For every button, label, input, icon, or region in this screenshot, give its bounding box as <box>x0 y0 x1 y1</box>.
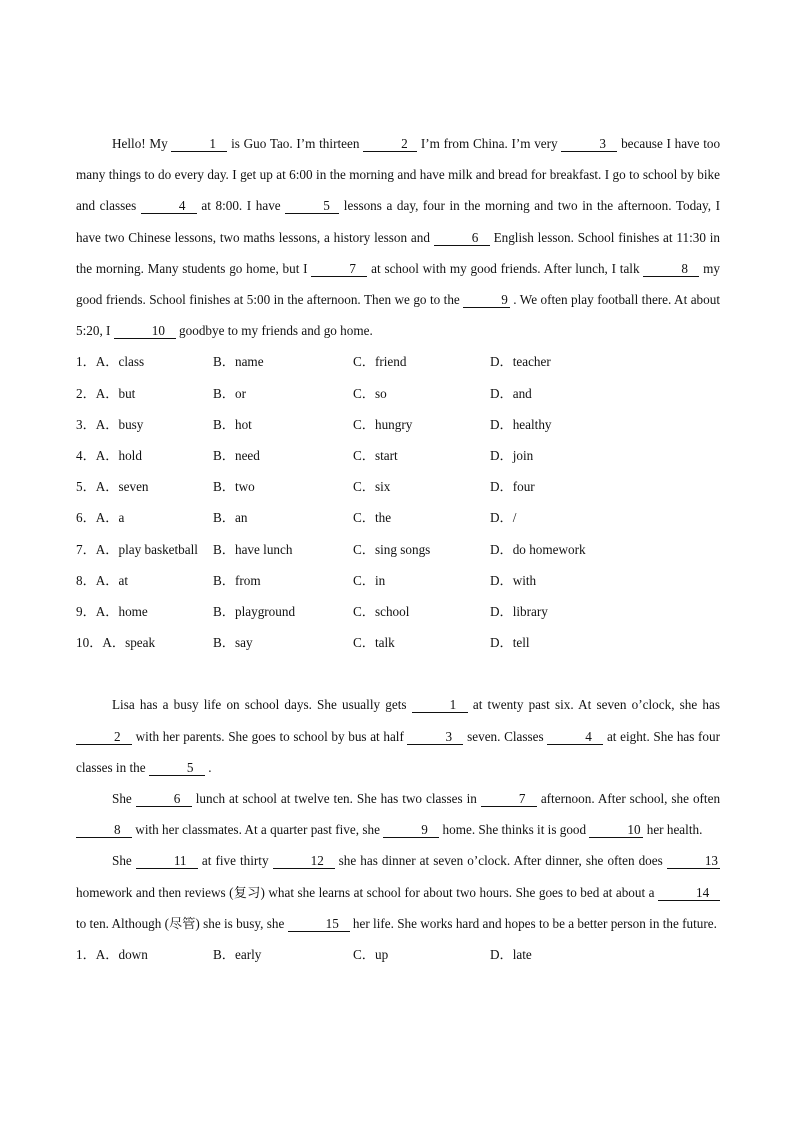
option-d: D．and <box>490 385 532 401</box>
passage-text: afternoon. After school, she often <box>540 790 721 806</box>
blank-8: 8 <box>643 261 699 277</box>
option-c: C．so <box>353 385 387 401</box>
blank-15: 15 <box>288 916 350 932</box>
blank-2: 2 <box>363 136 417 152</box>
option-c: C．school <box>353 603 410 619</box>
option-b: B．need <box>213 447 260 463</box>
option-d: D．healthy <box>490 416 552 432</box>
passage-text: . <box>208 759 212 775</box>
blank-9: 9 <box>383 822 439 838</box>
option-b: B．from <box>213 572 261 588</box>
options-1 <box>76 346 720 658</box>
question-row <box>76 939 720 970</box>
blank-3: 3 <box>561 136 617 152</box>
passage-text: at five thirty <box>201 853 273 869</box>
blank-6: 6 <box>434 230 490 246</box>
blank-7: 7 <box>481 791 537 807</box>
option-d: D．tell <box>490 635 530 651</box>
blank-5: 5 <box>149 760 205 776</box>
passage-text: . We often play football there. At about 5:20, I <box>76 292 720 339</box>
blank-3: 3 <box>407 729 463 745</box>
option-a: A．but <box>95 385 136 401</box>
option-c: C．up <box>353 946 389 962</box>
question-number: 4． <box>76 447 96 463</box>
option-c: C．hungry <box>353 416 413 432</box>
option-d: D．four <box>490 479 535 495</box>
blank-2: 2 <box>76 729 132 745</box>
option-b: B．early <box>213 946 262 962</box>
passage-2-paragraph-1 <box>76 689 720 783</box>
passage-text: seven. Classes <box>467 728 548 744</box>
option-d: D．with <box>490 572 537 588</box>
blank-4: 4 <box>547 729 603 745</box>
blank-10: 10 <box>589 822 643 838</box>
option-d: D．/ <box>490 510 517 526</box>
passage-text: at twenty past six. At seven o’clock, she has <box>472 697 720 713</box>
question-number: 5． <box>76 479 96 495</box>
option-c: C．talk <box>353 635 395 651</box>
option-c: C．start <box>353 447 398 463</box>
option-a: A．down <box>95 946 148 962</box>
passage-text: lunch at school at twelve ten. She has two classes in <box>195 790 481 806</box>
blank-1: 1 <box>171 136 227 152</box>
question-number: 8． <box>76 572 96 588</box>
passage-text: lessons a day, four in the morning and two in the afternoon. Today, I have two Chinese lessons, two maths lessons, a history lesson and <box>76 198 721 245</box>
passage-text: homework and then reviews (复习) what she learns at school for about two hours. She goes to bed at about a <box>76 884 658 900</box>
passage-text: is Guo Tao. I’m thirteen <box>231 136 364 151</box>
question-number: 3． <box>76 416 96 432</box>
blank-13: 13 <box>667 853 720 869</box>
option-b: B．two <box>213 479 255 495</box>
question-row <box>76 565 720 596</box>
question-number: 1． <box>76 946 96 962</box>
option-d: D．teacher <box>490 354 551 370</box>
option-b: B．have lunch <box>213 541 293 557</box>
question-row <box>76 534 720 565</box>
option-d: D．library <box>490 603 548 619</box>
option-a: A．hold <box>95 447 142 463</box>
option-a: A．at <box>95 572 129 588</box>
passage-text: She <box>112 853 136 869</box>
blank-11: 11 <box>136 853 198 869</box>
option-a: A．home <box>95 603 148 619</box>
passage-text: goodbye to my friends and go home. <box>179 323 373 339</box>
worksheet-page <box>76 128 720 970</box>
passage-text: because I have too many things to do every day. I get up at 6:00 in the morning and have milk and bread for breakfast. I go to school by bike and classes <box>76 136 721 214</box>
passage-text: She <box>112 790 136 806</box>
option-c: C．in <box>353 572 386 588</box>
blank-1: 1 <box>412 697 468 713</box>
option-d: D．late <box>490 946 532 962</box>
passage-text: Hello! My <box>112 136 172 151</box>
passage-text: English lesson. School finishes at 11:30 in the morning. Many students go home, but I <box>76 229 721 276</box>
option-b: B．an <box>213 510 248 526</box>
passage-text: at school with my good friends. After lunch, I talk <box>371 260 644 276</box>
options-2 <box>76 939 720 970</box>
blank-6: 6 <box>136 791 192 807</box>
passage-text: her health. <box>646 822 703 838</box>
passage-text: I’m from China. I’m very <box>420 136 562 151</box>
option-b: B．playground <box>213 603 296 619</box>
question-row <box>76 346 720 377</box>
passage-text: her life. She works hard and hopes to be a better person in the future. <box>352 915 717 931</box>
passage-text: home. She thinks it is good <box>442 822 590 838</box>
question-row <box>76 627 720 658</box>
question-number: 9． <box>76 603 96 619</box>
question-number: 7． <box>76 541 96 557</box>
option-d: D．do homework <box>490 541 586 557</box>
passage-text: with her parents. She goes to school by bus at half <box>135 728 408 744</box>
blank-5: 5 <box>285 198 339 214</box>
option-a: A．a <box>95 510 125 526</box>
passage-text: at eight. She has four classes in the <box>76 728 721 775</box>
option-c: C．six <box>353 479 391 495</box>
question-number: 2． <box>76 385 96 401</box>
option-b: B．say <box>213 635 253 651</box>
question-row <box>76 471 720 502</box>
question-row <box>76 378 720 409</box>
passage-2-paragraph-3 <box>76 845 720 939</box>
passage-text: my good friends. School finishes at 5:00 in the afternoon. Then we go to the <box>76 260 720 308</box>
question-number: 1． <box>76 354 96 370</box>
option-c: C．sing songs <box>353 541 431 557</box>
option-b: B．or <box>213 385 246 401</box>
blank-12: 12 <box>273 853 335 869</box>
option-a: A．class <box>95 354 145 370</box>
blank-7: 7 <box>311 261 367 277</box>
option-b: B．name <box>213 354 264 370</box>
option-a: A．busy <box>95 416 144 432</box>
passage-text: she has dinner at seven o’clock. After dinner, she often does <box>338 853 667 869</box>
blank-9: 9 <box>463 292 510 308</box>
blank-4: 4 <box>141 198 197 214</box>
option-a: A．speak <box>102 635 156 651</box>
blank-14: 14 <box>658 885 720 901</box>
passage-text: with her classmates. At a quarter past five, she <box>135 822 384 838</box>
option-b: B．hot <box>213 416 252 432</box>
passage-1 <box>76 128 720 346</box>
question-row <box>76 409 720 440</box>
option-a: A．seven <box>95 479 149 495</box>
question-row <box>76 502 720 533</box>
question-number: 6． <box>76 510 96 526</box>
question-row <box>76 440 720 471</box>
option-c: C．the <box>353 510 392 526</box>
question-number: 10． <box>76 635 103 651</box>
blank-8: 8 <box>76 822 132 838</box>
option-d: D．join <box>490 447 534 463</box>
question-row <box>76 596 720 627</box>
option-a: A．play basketball <box>95 541 198 557</box>
blank-10: 10 <box>114 323 176 339</box>
passage-text: Lisa has a busy life on school days. She usually gets <box>112 697 412 713</box>
passage-text: at 8:00. I have <box>201 198 286 214</box>
passage-2-paragraph-2 <box>76 783 720 845</box>
option-c: C．friend <box>353 354 407 370</box>
passage-text: to ten. Although (尽管) she is busy, she <box>76 915 288 931</box>
